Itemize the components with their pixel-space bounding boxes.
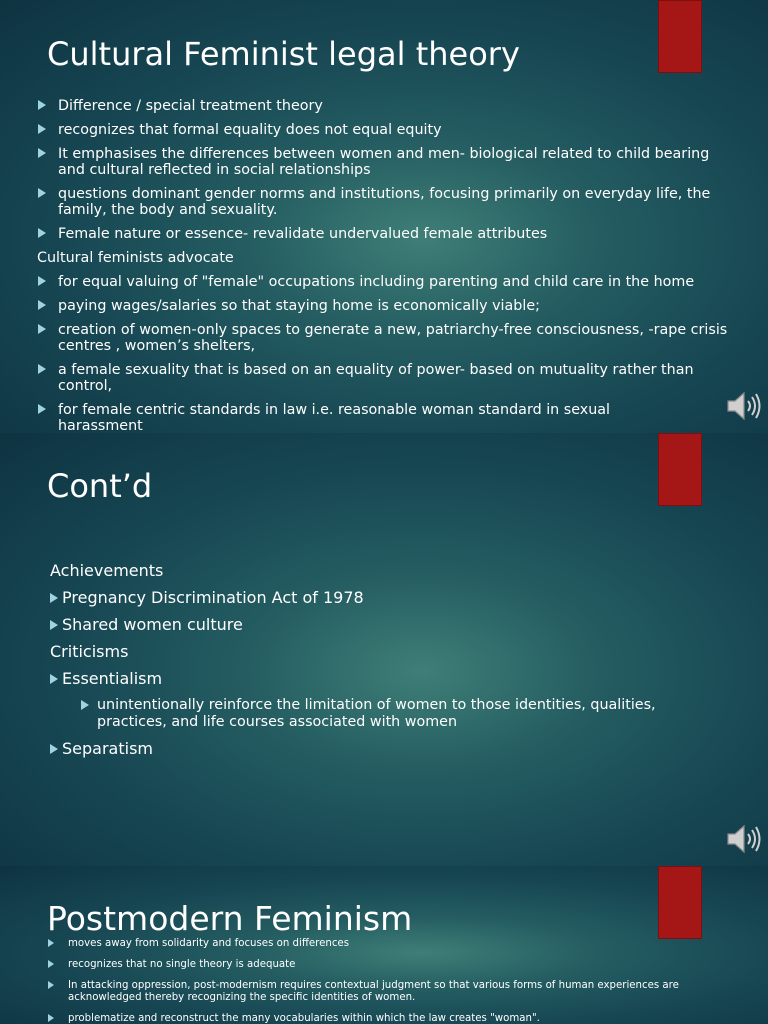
bullet-arrow-icon <box>50 744 58 754</box>
bullet-arrow-icon <box>48 960 54 968</box>
list-item: creation of women-only spaces to generate a new, patriarchy-free consciousness, -rape crisis centres , women’s shelters, <box>58 322 738 354</box>
bullet-arrow-icon <box>48 1014 54 1022</box>
list-item: Shared women culture <box>62 616 243 634</box>
list-item: unintentionally reinforce the limitation of women to those identities, qualities, practices, and life courses associated with women <box>97 697 727 731</box>
bullet-arrow-icon <box>48 981 54 989</box>
list-item: Essentialism <box>62 670 162 688</box>
list-item: questions dominant gender norms and institutions, focusing primarily on everyday life, the family, the body and sexuality. <box>58 186 738 218</box>
bullet-arrow-icon <box>38 404 46 414</box>
bullet-arrow-icon <box>38 100 46 110</box>
list-item: Difference / special treatment theory <box>58 98 738 114</box>
list-item: recognizes that no single theory is adequate <box>68 959 728 971</box>
speaker-icon[interactable] <box>725 390 761 422</box>
bullet-arrow-icon <box>48 939 54 947</box>
bullet-arrow-icon <box>38 364 46 374</box>
list-item: recognizes that formal equality does not equal equity <box>58 122 738 138</box>
accent-bar <box>658 866 702 939</box>
achievements-heading: Achievements <box>50 561 164 580</box>
bullet-arrow-icon <box>38 228 46 238</box>
slide-title: Cont’d <box>47 467 153 505</box>
bullet-arrow-icon <box>50 593 58 603</box>
bullet-arrow-icon <box>81 700 89 710</box>
bullet-arrow-icon <box>38 276 46 286</box>
bullet-arrow-icon <box>38 148 46 158</box>
list-item: It emphasises the differences between women and men- biological related to child bearing and cultural reflected in social relationships <box>58 146 738 178</box>
list-item: In attacking oppression, post-modernism requires contextual judgment so that various forms of human experiences are acknowledged thereby recognizing the specific identities of women. <box>68 980 728 1004</box>
slide-contd <box>0 433 768 866</box>
list-item: Female nature or essence- revalidate undervalued female attributes <box>58 226 738 242</box>
bullet-arrow-icon <box>50 674 58 684</box>
bullet-arrow-icon <box>38 188 46 198</box>
slide-cultural-feminist <box>0 0 768 433</box>
bullet-arrow-icon <box>50 620 58 630</box>
list-item: for equal valuing of "female" occupations including parenting and child care in the home <box>58 274 738 290</box>
list-item: Pregnancy Discrimination Act of 1978 <box>62 589 364 607</box>
speaker-icon[interactable] <box>725 823 761 855</box>
accent-bar <box>658 0 702 73</box>
slide-title: Postmodern Feminism <box>47 899 413 938</box>
accent-bar <box>658 433 702 506</box>
subheading: Cultural feminists advocate <box>37 250 234 266</box>
list-item: a female sexuality that is based on an equality of power- based on mutuality rather than control, <box>58 362 738 394</box>
bullet-arrow-icon <box>38 124 46 134</box>
list-item: paying wages/salaries so that staying home is economically viable; <box>58 298 738 314</box>
slide-title: Cultural Feminist legal theory <box>47 35 520 73</box>
bullet-arrow-icon <box>38 324 46 334</box>
criticisms-heading: Criticisms <box>50 642 129 661</box>
slide-postmodern-feminism <box>0 866 768 1024</box>
list-item: Separatism <box>62 740 153 758</box>
list-item: moves away from solidarity and focuses on differences <box>68 938 728 950</box>
bullet-arrow-icon <box>38 300 46 310</box>
list-item: for female centric standards in law i.e. reasonable woman standard in sexual harassment <box>58 402 678 433</box>
list-item: problematize and reconstruct the many vocabularies within which the law creates "woman". <box>68 1013 728 1024</box>
